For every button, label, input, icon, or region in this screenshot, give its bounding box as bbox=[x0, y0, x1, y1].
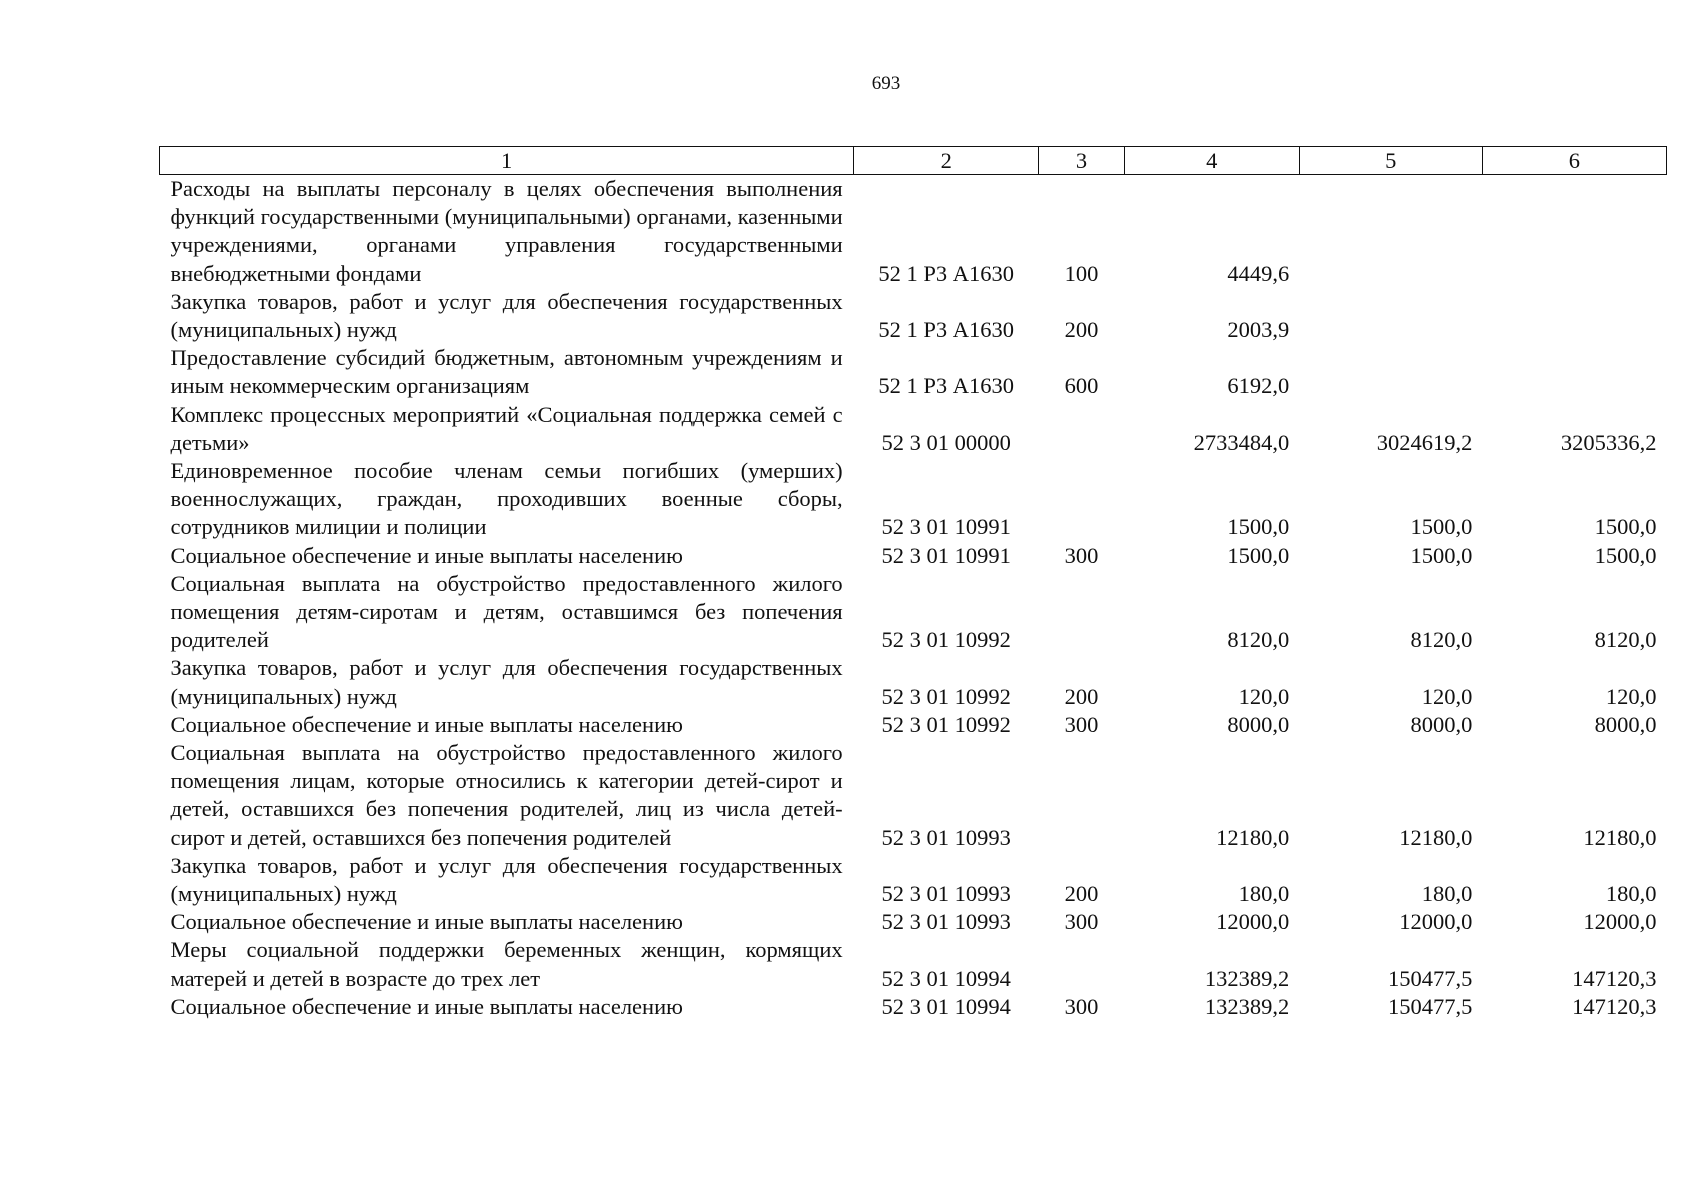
table-row bbox=[160, 344, 1667, 400]
row-amount-col5 bbox=[1299, 175, 1482, 288]
table-row bbox=[160, 175, 1667, 288]
row-amount-col6: 8000,0 bbox=[1594, 711, 1657, 737]
row-amount-col4: 8120,0 bbox=[1227, 627, 1290, 653]
column-header: 6 bbox=[1482, 147, 1666, 175]
row-amount-col6: 1500,0 bbox=[1594, 514, 1657, 540]
row-amount-col5: 150477,5 bbox=[1387, 993, 1473, 1019]
row-amount-col4: 6192,0 bbox=[1227, 373, 1290, 399]
row-expense-type bbox=[1039, 457, 1125, 542]
row-code: 52 3 01 10992 bbox=[881, 627, 1011, 653]
row-name: Предоставление субсидий бюджетным, автономным учреждениям и иным некоммерческим организациям bbox=[170, 345, 843, 399]
row-expense-type bbox=[1039, 936, 1125, 992]
table-row bbox=[160, 654, 1667, 710]
row-name: Закупка товаров, работ и услуг для обеспечения государственных (муниципальных) нужд bbox=[170, 655, 843, 709]
table-row bbox=[160, 542, 1667, 570]
row-expense-type: 200 bbox=[1064, 317, 1099, 343]
row-amount-col4: 1500,0 bbox=[1227, 542, 1290, 568]
row-expense-type: 300 bbox=[1064, 909, 1099, 935]
row-amount-col5: 3024619,2 bbox=[1376, 429, 1473, 455]
row-amount-col6: 1500,0 bbox=[1594, 542, 1657, 568]
row-amount-col4: 8000,0 bbox=[1227, 711, 1290, 737]
row-amount-col5: 120,0 bbox=[1421, 683, 1473, 709]
row-name: Социальное обеспечение и иные выплаты населению bbox=[170, 711, 683, 737]
row-amount-col6 bbox=[1482, 344, 1666, 400]
table-row bbox=[160, 908, 1667, 936]
row-amount-col6: 12180,0 bbox=[1583, 824, 1657, 850]
table-row bbox=[160, 457, 1667, 542]
row-amount-col6: 3205336,2 bbox=[1560, 429, 1657, 455]
row-amount-col6: 8120,0 bbox=[1594, 627, 1657, 653]
column-header: 5 bbox=[1299, 147, 1482, 175]
row-code: 52 1 Р3 А1630 bbox=[878, 260, 1014, 286]
row-expense-type: 300 bbox=[1064, 542, 1099, 568]
row-code: 52 3 01 10993 bbox=[881, 881, 1011, 907]
row-amount-col4: 180,0 bbox=[1238, 881, 1290, 907]
row-code: 52 3 01 10991 bbox=[881, 542, 1011, 568]
row-code: 52 3 01 10992 bbox=[881, 683, 1011, 709]
table-row bbox=[160, 288, 1667, 344]
row-code: 52 3 01 10994 bbox=[881, 993, 1011, 1019]
row-expense-type bbox=[1039, 739, 1125, 852]
row-amount-col6 bbox=[1482, 175, 1666, 288]
table-row bbox=[160, 993, 1667, 1021]
row-name: Социальная выплата на обустройство предоставленного жилого помещения лицам, которые относились к категории детей-сирот и детей, оставшихся без попечения родителей, лиц из числа детей-сирот и детей, оставшихся без попечения родителей bbox=[170, 740, 843, 850]
row-name: Расходы на выплаты персоналу в целях обеспечения выполнения функций государственными (муниципальными) органами, казенными учреждениями, органами управления государственными внебюджетными фондами bbox=[170, 176, 843, 286]
row-amount-col5: 8120,0 bbox=[1410, 627, 1473, 653]
row-amount-col4: 132389,2 bbox=[1204, 993, 1290, 1019]
table-row bbox=[160, 936, 1667, 992]
row-expense-type: 600 bbox=[1064, 373, 1099, 399]
row-code: 52 3 01 00000 bbox=[881, 429, 1011, 455]
row-code: 52 3 01 10991 bbox=[881, 514, 1011, 540]
row-expense-type: 300 bbox=[1064, 711, 1099, 737]
row-amount-col5: 1500,0 bbox=[1410, 542, 1473, 568]
row-amount-col4: 2003,9 bbox=[1227, 317, 1290, 343]
row-name: Комплекс процессных мероприятий «Социальная поддержка семей с детьми» bbox=[170, 401, 843, 455]
row-amount-col4: 132389,2 bbox=[1204, 965, 1290, 991]
row-amount-col6: 147120,3 bbox=[1572, 965, 1657, 991]
row-amount-col6: 147120,3 bbox=[1572, 993, 1657, 1019]
row-code: 52 3 01 10994 bbox=[881, 965, 1011, 991]
row-amount-col6 bbox=[1482, 288, 1666, 344]
row-amount-col5 bbox=[1299, 344, 1482, 400]
row-amount-col5: 12180,0 bbox=[1399, 824, 1473, 850]
row-amount-col4: 12000,0 bbox=[1216, 909, 1290, 935]
row-expense-type: 300 bbox=[1064, 993, 1099, 1019]
table-row bbox=[160, 852, 1667, 908]
row-amount-col4: 120,0 bbox=[1238, 683, 1290, 709]
row-name: Меры социальной поддержки беременных женщин, кормящих матерей и детей в возрасте до трех лет bbox=[170, 937, 843, 991]
column-header: 4 bbox=[1124, 147, 1299, 175]
table-row bbox=[160, 711, 1667, 739]
table-row bbox=[160, 401, 1667, 457]
row-expense-type: 200 bbox=[1064, 683, 1099, 709]
page-number: 693 bbox=[871, 73, 901, 94]
row-name: Социальное обеспечение и иные выплаты населению bbox=[170, 542, 683, 568]
row-amount-col5: 12000,0 bbox=[1399, 909, 1473, 935]
row-amount-col4: 12180,0 bbox=[1216, 824, 1290, 850]
row-name: Социальное обеспечение и иные выплаты населению bbox=[170, 909, 683, 935]
row-amount-col4: 4449,6 bbox=[1227, 260, 1290, 286]
row-name: Закупка товаров, работ и услуг для обеспечения государственных (муниципальных) нужд bbox=[170, 852, 843, 907]
row-amount-col6: 12000,0 bbox=[1583, 909, 1657, 935]
row-amount-col5: 8000,0 bbox=[1410, 711, 1473, 737]
row-amount-col5: 180,0 bbox=[1421, 881, 1473, 907]
row-amount-col5: 150477,5 bbox=[1387, 965, 1473, 991]
row-name: Закупка товаров, работ и услуг для обеспечения государственных (муниципальных) нужд bbox=[170, 288, 843, 343]
row-name: Единовременное пособие членам семьи погибших (умерших) военнослужащих, граждан, проходивших военные сборы, сотрудников милиции и полиции bbox=[170, 458, 843, 540]
row-amount-col6: 120,0 bbox=[1605, 683, 1657, 709]
column-header: 2 bbox=[854, 147, 1039, 175]
row-expense-type bbox=[1039, 570, 1125, 655]
row-expense-type: 100 bbox=[1064, 260, 1099, 286]
table-header-row bbox=[160, 147, 1667, 175]
row-code: 52 1 Р3 А1630 bbox=[878, 373, 1014, 399]
table-body bbox=[160, 175, 1667, 1022]
row-code: 52 3 01 10993 bbox=[881, 824, 1011, 850]
column-header: 1 bbox=[160, 147, 854, 175]
row-expense-type: 200 bbox=[1064, 881, 1099, 907]
row-code: 52 3 01 10992 bbox=[881, 711, 1011, 737]
row-amount-col5 bbox=[1299, 288, 1482, 344]
budget-table bbox=[159, 146, 1667, 1021]
row-amount-col4: 1500,0 bbox=[1227, 514, 1290, 540]
table-row bbox=[160, 570, 1667, 655]
table-row bbox=[160, 739, 1667, 852]
row-amount-col5: 1500,0 bbox=[1410, 514, 1473, 540]
column-header: 3 bbox=[1039, 147, 1125, 175]
row-expense-type bbox=[1039, 401, 1125, 457]
row-amount-col4: 2733484,0 bbox=[1193, 429, 1290, 455]
row-name: Социальная выплата на обустройство предоставленного жилого помещения детям-сиротам и детям, оставшимся без попечения родителей bbox=[170, 570, 843, 653]
row-code: 52 3 01 10993 bbox=[881, 909, 1011, 935]
row-name: Социальное обеспечение и иные выплаты населению bbox=[170, 993, 683, 1019]
row-code: 52 1 Р3 А1630 bbox=[878, 317, 1014, 343]
row-amount-col6: 180,0 bbox=[1605, 881, 1657, 907]
